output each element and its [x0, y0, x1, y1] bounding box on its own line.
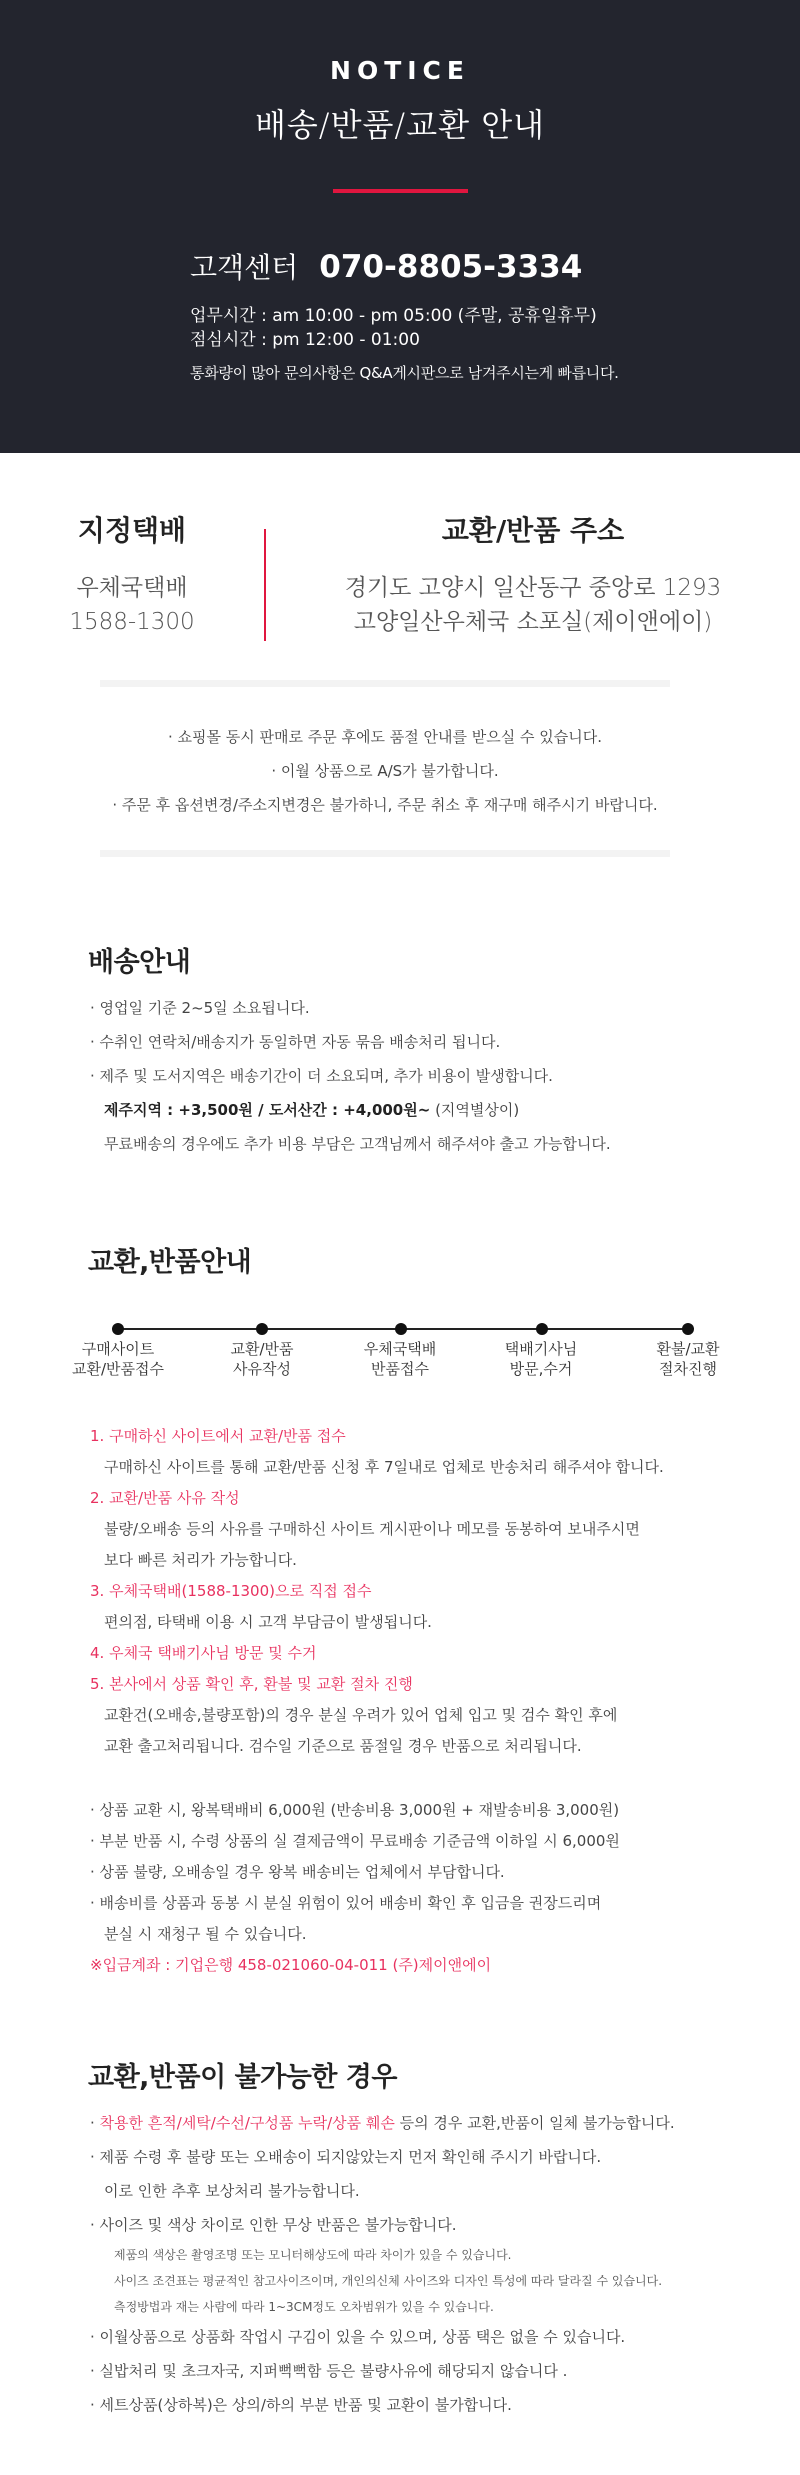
lunch-hours-line: 점심시간 : pm 12:00 - 01:00	[190, 330, 420, 350]
return-address	[266, 509, 800, 639]
list-item: · 배송비를 상품과 동봉 시 분실 위험이 있어 배송비 확인 후 입금을 권장드리며	[90, 1894, 602, 1912]
list-item: · 부분 반품 시, 수령 상품의 실 결제금액이 무료배송 기준금액 이하일 시 6,000원	[90, 1832, 620, 1850]
process-step-label: 구매사이트 교환/반품접수	[72, 1340, 164, 1378]
courier-phone: 1588-1300	[69, 609, 195, 635]
list-item: · 착용한 흔적/세탁/수선/구성품 누락/상품 훼손 등의 경우 교환,반품이 일체 불가능합니다.	[90, 2114, 675, 2132]
shipping-list	[90, 991, 611, 1161]
process-step-label: 교환/반품 사유작성	[230, 1340, 294, 1378]
notice-header	[0, 0, 800, 453]
customer-center-phone[interactable]: 070-8805-3334	[319, 249, 583, 285]
return-address-line1: 경기도 고양시 일산동구 중앙로 1293	[344, 575, 722, 601]
return-address-title: 교환/반품 주소	[441, 514, 625, 547]
notice-box-lines	[0, 720, 770, 822]
list-item: · 제품 수령 후 불량 또는 오배송이 되지않았는지 먼저 확인해 주시기 바랍니다.	[90, 2148, 602, 2166]
courier-name: 우체국택배	[76, 575, 188, 601]
process-step-heading: 2. 교환/반품 사유 작성	[90, 1489, 240, 1507]
list-item: · 사이즈 및 색상 차이로 인한 무상 반품은 불가능합니다.	[90, 2216, 457, 2234]
process-step-heading: 5. 본사에서 상품 확인 후, 환불 및 교환 절차 진행	[90, 1675, 413, 1693]
list-item: · 제주 및 도서지역은 배송기간이 더 소요되며, 추가 비용이 발생합니다.	[90, 1067, 553, 1085]
list-item: · 실밥처리 및 초크자국, 지퍼뻑뻑함 등은 불량사유에 해당되지 않습니다 .	[90, 2362, 568, 2380]
process-step-body: 편의점, 타택배 이용 시 고객 부담금이 발생됩니다.	[104, 1613, 432, 1631]
customer-center-label: 고객센터	[190, 251, 299, 284]
process-step-body: 불량/오배송 등의 사유를 구매하신 사이트 게시판이나 메모를 동봉하여 보내주시면	[104, 1520, 640, 1538]
exchange-title: 교환,반품안내	[88, 1247, 252, 1278]
designated-courier	[0, 509, 264, 639]
list-item: · 세트상품(상하복)은 상의/하의 부분 반품 및 교환이 불가합니다.	[90, 2396, 512, 2414]
list-item: · 상품 교환 시, 왕복택배비 6,000원 (반송비용 3,000원 + 재발송비용 3,000원)	[90, 1801, 620, 1819]
notice-line: · 주문 후 옵션변경/주소지변경은 불가하니, 주문 취소 후 재구매 해주시기 바랍니다.	[112, 796, 658, 814]
bank-account: ※입금계좌 : 기업은행 458-021060-04-011 (주)제이앤에이	[90, 1956, 492, 1974]
small-note: 제품의 색상은 촬영조명 또는 모니터해상도에 따라 차이가 있을 수 있습니다.	[114, 2248, 512, 2262]
unavailable-list	[90, 2106, 675, 2422]
notice-box-bottom-bar	[100, 850, 670, 857]
small-note: 측정방법과 재는 사람에 따라 1~3CM정도 오차범위가 있을 수 있습니다.	[114, 2300, 494, 2314]
return-address-line2: 고양일산우체국 소포실(제이앤에이)	[353, 609, 713, 635]
list-item: · 이월상품으로 상품화 작업시 구김이 있을 수 있으며, 상품 택은 없을 수 있습니다.	[90, 2328, 626, 2346]
process-step-body: 교환 출고처리됩니다. 검수일 기준으로 품절일 경우 반품으로 처리됩니다.	[104, 1737, 582, 1755]
notice-title: NOTICE	[330, 56, 470, 85]
contact-note: 통화량이 많아 문의사항은 Q&A게시판으로 남겨주시는게 빠릅니다.	[190, 364, 619, 382]
process-step-body: 교환건(오배송,불량포함)의 경우 분실 우려가 있어 업체 입고 및 검수 확인 후에	[104, 1706, 618, 1724]
business-hours-line: 업무시간 : am 10:00 - pm 05:00 (주말, 공휴일휴무)	[190, 306, 597, 326]
process-step-dot	[112, 1323, 124, 1335]
courier-address-section	[0, 453, 800, 680]
process-step-heading: 4. 우체국 택배기사님 방문 및 수거	[90, 1644, 317, 1662]
process-step-dot	[256, 1323, 268, 1335]
notice-box-top-bar	[100, 680, 670, 687]
list-item: 이로 인한 추후 보상처리 불가능합니다.	[104, 2182, 360, 2200]
shipping-fee-note: (지역별상이)	[430, 1101, 520, 1119]
title-accent-line	[333, 189, 468, 193]
process-step-heading: 3. 우체국택배(1588-1300)으로 직접 접수	[90, 1582, 372, 1600]
list-item: 분실 시 재청구 될 수 있습니다.	[104, 1925, 307, 1943]
shipping-title: 배송안내	[88, 947, 191, 978]
process-step-label: 환불/교환 절차진행	[656, 1340, 720, 1378]
list-item: · 영업일 기준 2~5일 소요됩니다.	[90, 999, 310, 1017]
notice-line: · 쇼핑몰 동시 판매로 주문 후에도 품절 안내를 받으실 수 있습니다.	[168, 728, 602, 746]
notice-line: · 이월 상품으로 A/S가 불가합니다.	[271, 762, 499, 780]
process-step-label: 우체국택배 반품접수	[363, 1340, 437, 1378]
business-hours	[190, 304, 597, 352]
process-step-dot	[395, 1323, 407, 1335]
shipping-fee-line	[90, 1093, 611, 1127]
process-step-body: 보다 빠른 처리가 가능합니다.	[104, 1551, 297, 1569]
process-step-heading: 1. 구매하신 사이트에서 교환/반품 접수	[90, 1427, 346, 1445]
small-note: 사이즈 조견표는 평균적인 참고사이즈이며, 개인의신체 사이즈와 디자인 특성에 따라 달라질 수 있습니다.	[114, 2274, 663, 2288]
list-item: · 수취인 연락처/배송지가 동일하면 자동 묶음 배송처리 됩니다.	[90, 1033, 501, 1051]
unavailable-highlight: 착용한 흔적/세탁/수선/구성품 누락/상품 훼손	[99, 2114, 395, 2132]
notice-box	[0, 680, 800, 875]
courier-title: 지정택배	[77, 514, 187, 547]
process-step-label: 택배기사님 방문,수거	[504, 1340, 578, 1378]
exchange-process-list	[90, 1421, 664, 1762]
list-item: 무료배송의 경우에도 추가 비용 부담은 고객님께서 해주셔야 출고 가능합니다.	[104, 1135, 611, 1153]
process-step-dot	[682, 1323, 694, 1335]
unavailable-title: 교환,반품이 불가능한 경우	[88, 2062, 397, 2093]
list-item: · 상품 불량, 오배송일 경우 왕복 배송비는 업체에서 부담합니다.	[90, 1863, 505, 1881]
shipping-fee-bold: 제주지역 : +3,500원 / 도서산간 : +4,000원~	[104, 1101, 431, 1119]
customer-center	[190, 246, 582, 286]
notice-subtitle: 배송/반품/교환 안내	[254, 106, 546, 144]
process-step-dot	[536, 1323, 548, 1335]
process-step-body: 구매하신 사이트를 통해 교환/반품 신청 후 7일내로 업체로 반송처리 해주셔야 합니다.	[104, 1458, 664, 1476]
exchange-fee-list	[90, 1795, 620, 1981]
